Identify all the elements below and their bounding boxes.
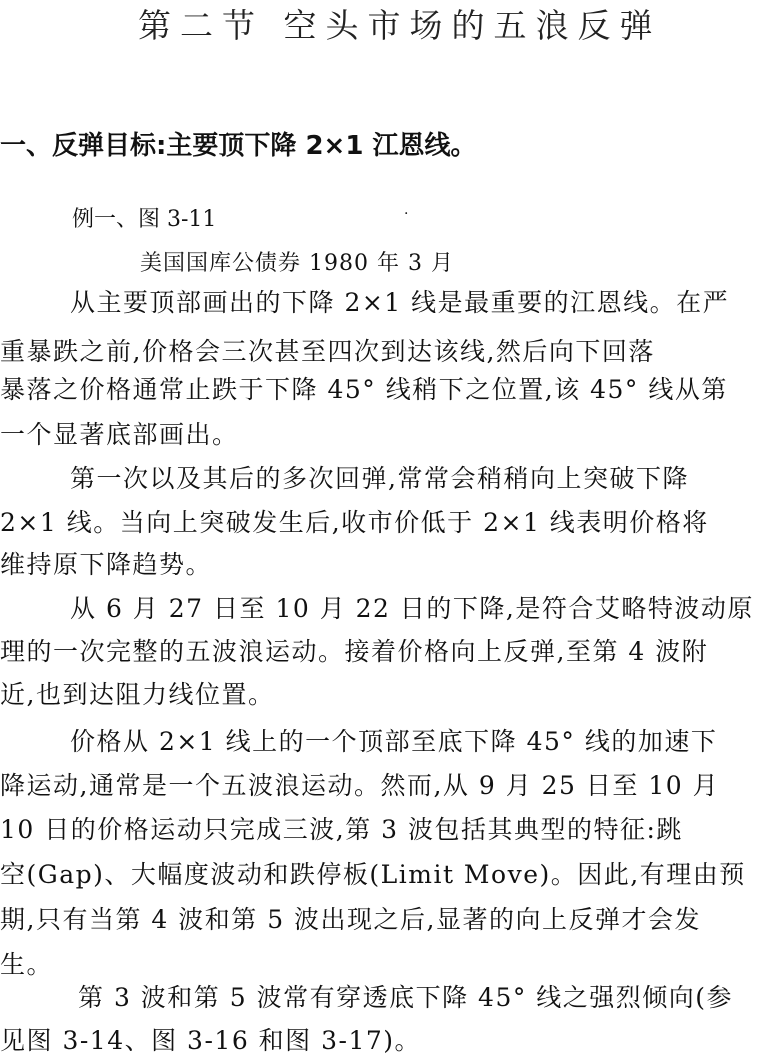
example-subtitle: 美国国库公债券 1980 年 3 月 [140,251,454,276]
paragraph-3-line-2: 理的一次完整的五波浪运动。接着价格向上反弹,至第 4 波附 [0,637,709,666]
example-label: 例一、图 3-11 [72,207,217,232]
paragraph-2-line-3: 维持原下降趋势。 [0,550,213,579]
section-title: 第二节 空头市场的五浪反弹 [138,6,662,45]
paragraph-1-line-1: 从主要顶部画出的下降 2×1 线是最重要的江恩线。在严 [70,288,730,317]
paragraph-4-line-2: 降运动,通常是一个五波浪运动。然而,从 9 月 25 日至 10 月 [0,771,720,800]
paragraph-1-line-2: 重暴跌之前,价格会三次甚至四次到达该线,然后向下回落 [0,337,655,366]
paragraph-2-line-1: 第一次以及其后的多次回弹,常常会稍稍向上突破下降 [70,464,689,493]
paragraph-1-line-3: 暴落之价格通常止跌于下降 45° 线稍下之位置,该 45° 线从第 [0,375,728,404]
paragraph-2-line-2: 2×1 线。当向上突破发生后,收市价低于 2×1 线表明价格将 [0,508,709,537]
paragraph-3-line-1: 从 6 月 27 日至 10 月 22 日的下降,是符合艾略特波动原 [70,594,754,623]
paragraph-1-line-4: 一个显著底部画出。 [0,420,239,449]
example-mark: · [404,206,409,222]
paragraph-4-line-3: 10 日的价格运动只完成三波,第 3 波包括其典型的特征:跳 [0,815,683,844]
paragraph-3-line-3: 近,也到达阻力线位置。 [0,680,275,709]
section-heading: 一、反弹目标:主要顶下降 2×1 江恩线。 [0,131,477,161]
paragraph-5-line-1: 第 3 波和第 5 波常有穿透底下降 45° 线之强烈倾向(参 [78,983,734,1012]
paragraph-5-line-2: 见图 3-14、图 3-16 和图 3-17)。 [0,1026,422,1055]
paragraph-4-line-6: 生。 [0,950,54,979]
paragraph-4-line-4: 空(Gap)、大幅度波动和跌停板(Limit Move)。因此,有理由预 [0,860,746,889]
paragraph-4-line-5: 期,只有当第 4 波和第 5 波出现之后,显著的向上反弹才会发 [0,905,701,934]
paragraph-4-line-1: 价格从 2×1 线上的一个顶部至底下降 45° 线的加速下 [70,727,718,756]
